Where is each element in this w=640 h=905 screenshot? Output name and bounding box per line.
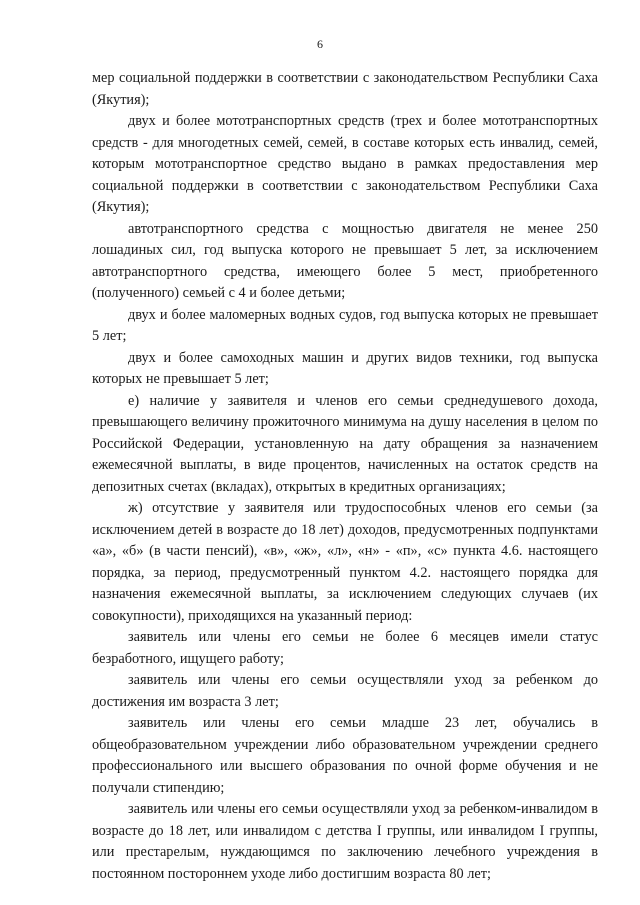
paragraph-small-vessels: двух и более маломерных водных судов, год выпуска которых не превышает 5 лет; bbox=[92, 306, 598, 344]
paragraph-automobile-power: автотранспортного средства с мощностью двигателя не менее 250 лошадиных сил, год выпуска которого не превышает 5 лет, за исключением автотранспортного средства, имеющего более 5 мест, приобретенного (полученного) семьей с 4 и более детьми; bbox=[92, 220, 598, 301]
paragraph-social-support-continuation: мер социальной поддержки в соответствии с законодательством Республики Саха (Якутия); bbox=[92, 70, 598, 108]
paragraph-motor-vehicles: двух и более мототранспортных средств (трех и более мототранспортных средств - для многодетных семей, семей, в составе которых есть инвалид, семей, которым мототранспортное средство выдано в рамках предоставления мер социальной поддержки в соответствии с законодательством Республики Саха (Якутия); bbox=[92, 113, 598, 215]
paragraph-case-child-care: заявитель или члены его семьи осуществляли уход за ребенком до достижения им возраста 3 лет; bbox=[92, 672, 598, 710]
document-body bbox=[92, 68, 598, 885]
paragraph-item-e-deposit-income: е) наличие у заявителя и членов его семьи среднедушевого дохода, превышающего величину прожиточного минимума на душу населения в целом по Российской Федерации, установленную на дату обращения за назначением ежемесячной выплаты, в виде процентов, начисленных на остаток средств на депозитных счетах (вкладах), открытых в кредитных организациях; bbox=[92, 392, 598, 495]
paragraph-case-disabled-care: заявитель или члены его семьи осуществляли уход за ребенком-инвалидом в возрасте до 18 лет, или инвалидом с детства I группы, или инвалидом I группы, или престарелым, нуждающимся по заключению лечебного учреждения в постоянном постороннем уходе либо достигшим возраста 80 лет; bbox=[92, 801, 598, 882]
page-number: 6 bbox=[317, 37, 323, 51]
paragraph-case-students: заявитель или члены его семьи младше 23 лет, обучались в общеобразовательном учреждении либо образовательном учреждении среднего профессионального или высшего образования по очной форме обучения и не получали стипендию; bbox=[92, 715, 598, 796]
paragraph-self-propelled-machines: двух и более самоходных машин и других видов техники, год выпуска которых не превышает 5 лет; bbox=[92, 349, 598, 387]
paragraph-item-zh-no-income: ж) отсутствие у заявителя или трудоспособных членов его семьи (за исключением детей в возрасте до 18 лет) доходов, предусмотренных подпунктами «а», «б» (в части пенсий), «в», «ж», «л», «н» - «п», «с» пункта 4.6. настоящего порядка, за период, предусмотренный пунктом 4.2. настоящего порядка для назначения ежемесячной выплаты, за исключением следующих случаев (их совокупности), приходящихся на указанный период: bbox=[92, 500, 598, 624]
paragraph-case-unemployed: заявитель или члены его семьи не более 6 месяцев имели статус безработного, ищущего работу; bbox=[92, 629, 598, 667]
